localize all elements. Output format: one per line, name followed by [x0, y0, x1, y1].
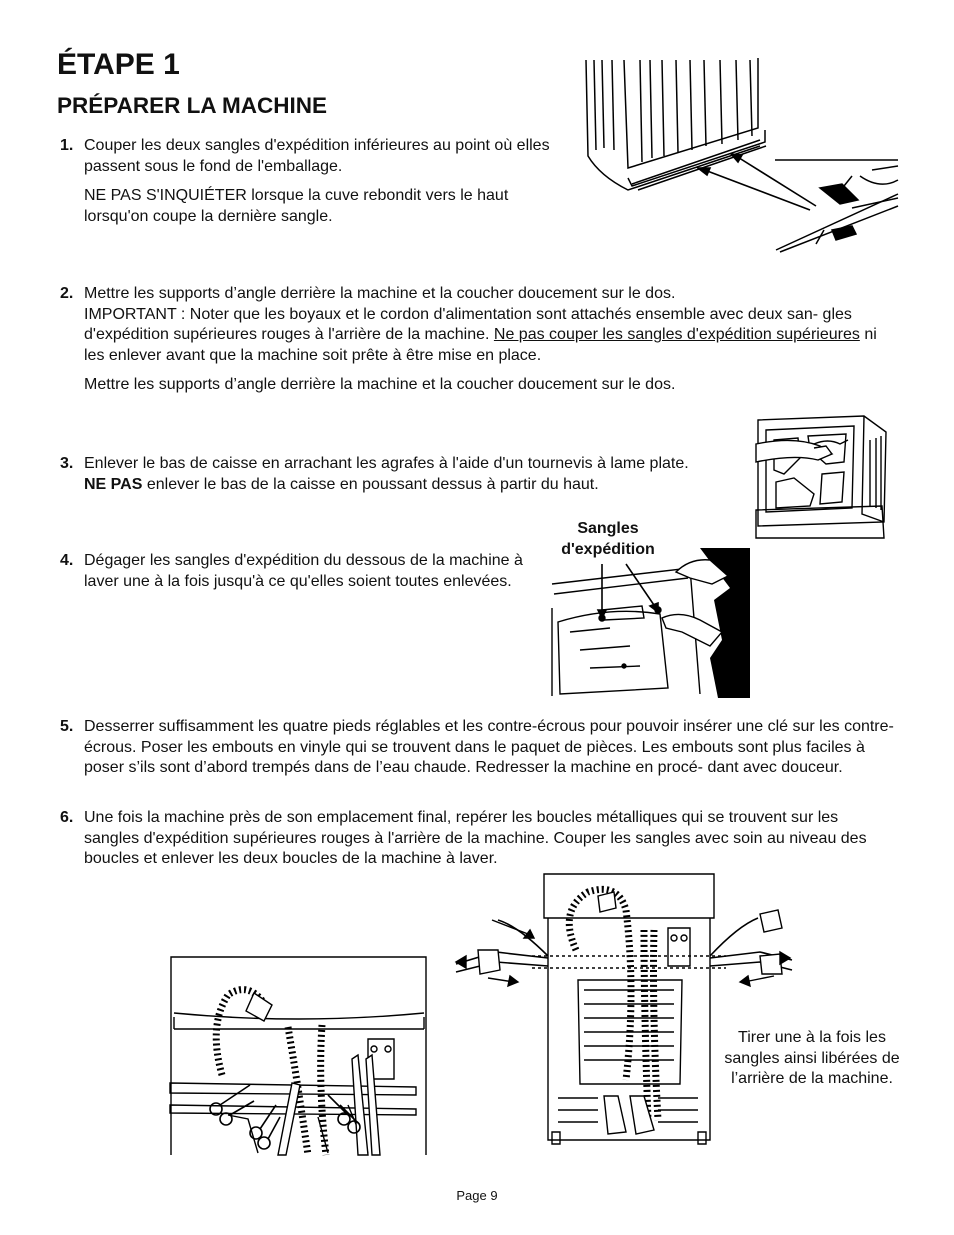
step-3-text-before: Enlever le bas de caisse en arrachant les agrafes à l'aide d'un tournevis à lame plate. [84, 455, 689, 472]
step-4-text: Dégager les sangles d'expédition du dessous de la machine à laver une à la fois jusqu'à ce qu'elles soient toutes enlevées. [84, 552, 523, 590]
step-2-underlined-warning: Ne pas couper les sangles d'expédition supérieures [493, 326, 860, 344]
step-3-bold-warning: NE PAS [84, 475, 143, 493]
step-4-number: 4. [60, 552, 74, 569]
machine-back-cut-straps-illustration [168, 955, 430, 1157]
step-2-important-text: IMPORTANT : Noter que les boyaux et le cordon d'alimentation sont attachés ensemble avec deux san- gles d'expédition supérieures rouges à l'arrière de la machine. [84, 305, 852, 344]
pull-straps-illustration [448, 870, 798, 1148]
step-2-paragraph-2: Mettre les supports d’angle derrière la machine et la coucher doucement sur le dos. [84, 376, 676, 394]
step-6-number: 6. [60, 809, 74, 826]
step-6-text: Une fois la machine près de son emplacement final, repérer les boucles métalliques qui se trouvent sur les sangles d'expédition supérieures rouges à l'arrière de la machine. Couper les sangles avec soin au niveau des boucles et enlever les deux boucles de la machine à laver. [84, 809, 867, 868]
remove-shipping-straps-illustration [550, 548, 750, 698]
step-3-number: 3. [60, 455, 74, 472]
shipping-straps-label-line-2: d'expédition [561, 540, 655, 558]
step-2-text [84, 284, 884, 396]
step-1-paragraph-2: NE PAS S'INQUIÉTER lorsque la cuve rebondit vers le haut lorsqu'on coupe la dernière sangle. [84, 187, 509, 225]
step-3-text [84, 454, 704, 495]
step-1-number: 1. [60, 137, 74, 154]
pull-straps-caption: Tirer une à la fois les sangles ainsi libérées de l’arrière de la machine. [724, 1029, 900, 1088]
page-number: Page 9 [456, 1188, 498, 1203]
step-2-after-underline: ni les enlever avant que la machine soit prête à être mise en place. [84, 326, 877, 364]
machine-base-straps-illustration [580, 58, 902, 254]
remove-base-illustration [754, 410, 890, 540]
shipping-straps-label-line-1: Sangles [577, 520, 639, 537]
page-title: ÉTAPE 1 [57, 48, 180, 81]
step-2-number: 2. [60, 285, 74, 302]
step-5-text: Desserrer suffisamment les quatre pieds réglables et les contre-écrous pour pouvoir insérer une clé sur les contre-écrous. Poser les embouts en vinyle qui se trouvent dans le paquet de pièces. Les embouts sont plus faciles à poser s’ils sont d’abord trempés dans de l’eau chaude. Redresser la machine en procé- dant avec douceur. [84, 718, 894, 777]
step-2-important [84, 305, 884, 367]
section-title: PRÉPARER LA MACHINE [57, 93, 328, 118]
step-1-paragraph-1: Couper les deux sangles d'expédition inférieures au point où elles passent sous le fond de l'emballage. [84, 137, 550, 175]
step-2-line-1: Mettre les supports d’angle derrière la machine et la coucher doucement sur le dos. [84, 285, 676, 302]
step-5-number: 5. [60, 718, 74, 735]
step-1-text [84, 136, 554, 227]
step-3-text-after: enlever le bas de la caisse en poussant dessus à partir du haut. [146, 475, 599, 493]
